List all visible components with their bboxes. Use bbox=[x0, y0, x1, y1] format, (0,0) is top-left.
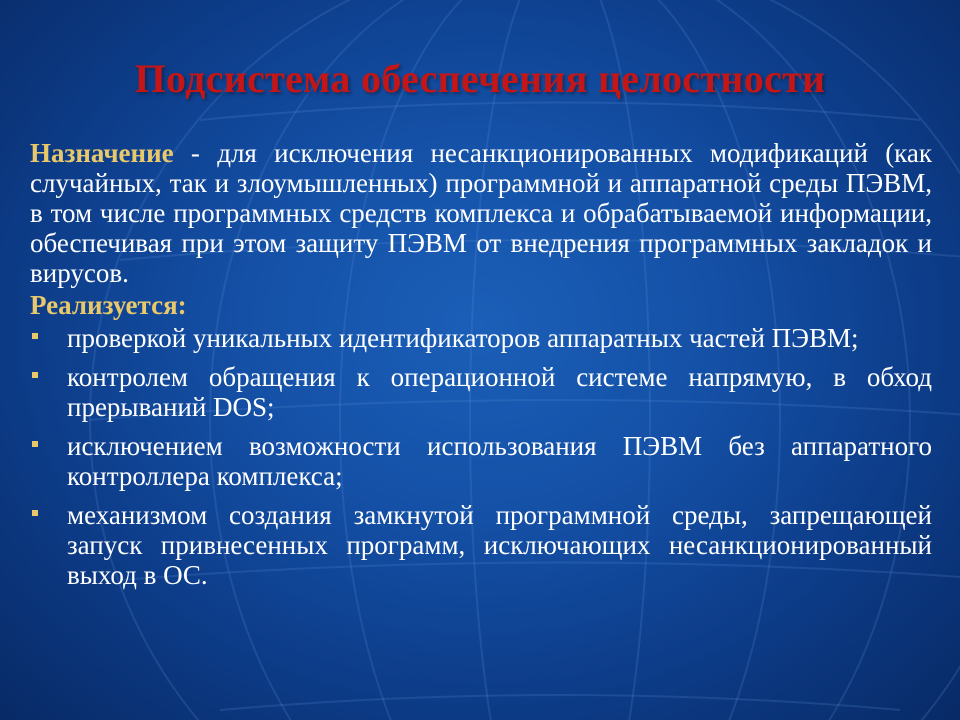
slide-title: Подсистема обеспечения целостности bbox=[134, 56, 826, 101]
list-item-text: проверкой уникальных идентификаторов аппаратных частей ПЭВМ; bbox=[67, 323, 859, 353]
purpose-text: - для исключения несанкционированных модификаций (как случайных, так и злоумышленных) программной и аппаратной среды ПЭВМ, в том числе программных средств комплекса и обрабатываемой информации, обеспечивая при этом защиту ПЭВМ от внедрения программных закладок и вирусов. bbox=[30, 138, 932, 288]
slide-body bbox=[30, 138, 932, 599]
bullet-square-icon bbox=[32, 372, 38, 378]
implementation-list bbox=[30, 323, 932, 590]
list-item bbox=[30, 431, 932, 491]
list-item-text: контролем обращения к операционной системе напрямую, в обход прерываний DOS; bbox=[67, 362, 932, 422]
implemented-label: Реализуется: bbox=[30, 290, 187, 320]
bullet-square-icon bbox=[32, 333, 38, 339]
list-item-text: исключением возможности использования ПЭВМ без аппаратного контроллера комплекса; bbox=[67, 431, 932, 491]
purpose-label: Назначение bbox=[30, 138, 174, 168]
list-item-text: механизмом создания замкнутой программной среды, запрещающей запуск привнесенных программ, исключающих несанкционированный выход в ОС. bbox=[67, 500, 932, 590]
purpose-paragraph bbox=[30, 138, 932, 288]
bullet-square-icon bbox=[32, 510, 38, 516]
bullet-square-icon bbox=[32, 441, 38, 447]
list-item bbox=[30, 500, 932, 590]
list-item bbox=[30, 323, 932, 353]
list-item bbox=[30, 362, 932, 422]
